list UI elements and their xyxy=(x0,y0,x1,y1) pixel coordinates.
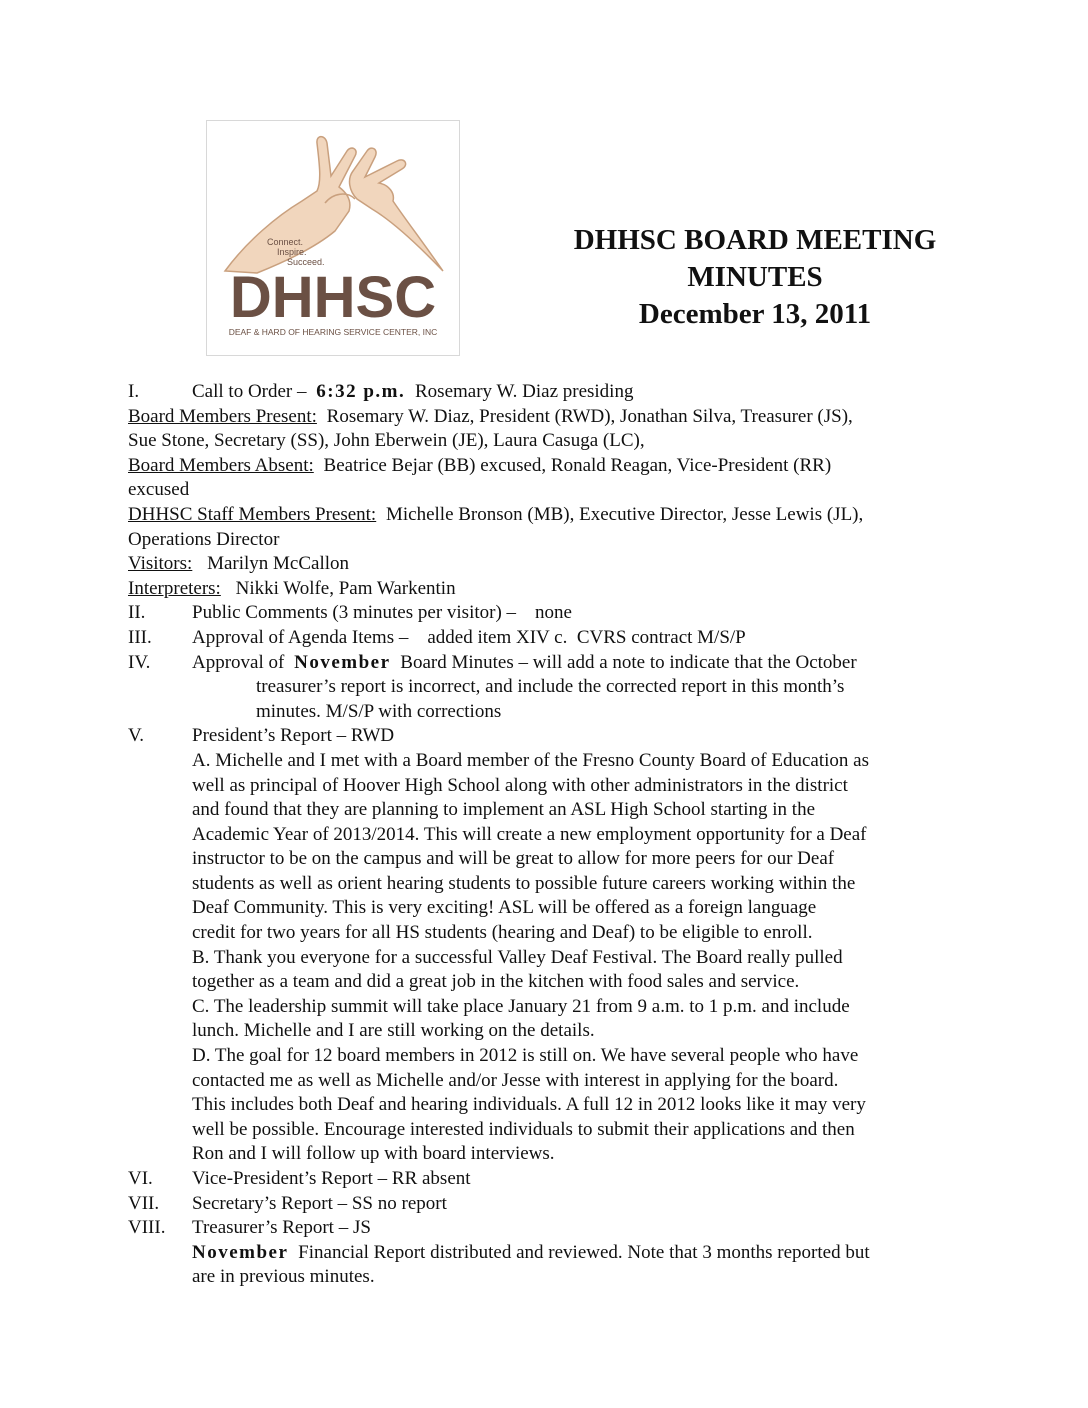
item-public-comments xyxy=(128,601,978,626)
staff-present-label: DHHSC Staff Members Present: xyxy=(128,503,377,525)
item-text-month: November xyxy=(294,651,391,673)
interpreters xyxy=(128,577,978,602)
visitors-label: Visitors: xyxy=(128,553,193,575)
paragraph-line: instructor to be on the campus and will be great to allow for more peers for our Deaf xyxy=(192,848,835,870)
call-to-order-presiding: Rosemary W. Diaz presiding xyxy=(415,381,634,402)
treasurer-report-text: Financial Report distributed and reviewed. Note that 3 months reported but xyxy=(298,1241,870,1263)
logo-graphic xyxy=(207,121,459,355)
item-agenda-approval xyxy=(128,626,978,651)
tagline-succeed: Succeed. xyxy=(287,257,325,267)
item-call-to-order xyxy=(128,380,978,405)
item-text: Secretary’s Report – SS no report xyxy=(192,1192,447,1214)
item-president-report xyxy=(128,724,978,749)
paragraph-line: Academic Year of 2013/2014. This will create a new employment opportunity for a Deaf xyxy=(192,823,867,845)
board-present xyxy=(128,405,978,430)
board-absent-label: Board Members Absent: xyxy=(128,454,314,476)
staff-present-line-1: Michelle Bronson (MB), Executive Director, Jesse Lewis (JL), xyxy=(385,503,864,525)
item-treasurer-report xyxy=(128,1216,978,1241)
board-absent-line-2: excused xyxy=(128,479,190,501)
interpreters-label: Interpreters: xyxy=(128,577,221,599)
title-line-1: DHHSC BOARD MEETING xyxy=(573,224,937,256)
item-minutes-approval-line-2: treasurer’s report is incorrect, and include the corrected report in this month’s xyxy=(256,676,845,698)
board-absent-line-1: Beatrice Bejar (BB) excused, Ronald Reagan, Vice-President (RR) xyxy=(323,454,832,476)
treasurer-report-line-1 xyxy=(128,1241,978,1266)
call-to-order-time: 6:32 p.m. xyxy=(316,381,406,402)
signing-hands-icon xyxy=(225,137,443,273)
item-vice-president-report xyxy=(128,1167,978,1192)
item-number: II. xyxy=(128,602,146,624)
board-absent xyxy=(128,454,978,479)
item-text: President’s Report – RWD xyxy=(192,725,395,747)
treasurer-report-month: November xyxy=(192,1241,289,1263)
item-minutes-approval-line-3: minutes. M/S/P with corrections xyxy=(256,700,502,722)
item-secretary-report xyxy=(128,1192,978,1217)
paragraph-line: well be possible. Encourage interested individuals to submit their applications and then xyxy=(192,1118,855,1140)
paragraph-line: together as a team and did a great job in the kitchen with food sales and service. xyxy=(192,971,800,993)
paragraph-line: B. Thank you everyone for a successful Valley Deaf Festival. The Board really pulled xyxy=(192,946,843,968)
visitors xyxy=(128,552,978,577)
item-number: VIII. xyxy=(128,1217,166,1239)
paragraph-line: lunch. Michelle and I are still working on the details. xyxy=(192,1020,595,1042)
call-to-order-label: Call to Order – xyxy=(192,381,307,402)
item-text: Public Comments (3 minutes per visitor) – none xyxy=(192,602,572,624)
item-text: Vice-President’s Report – RR absent xyxy=(192,1168,471,1189)
tagline-inspire: Inspire. xyxy=(277,247,307,257)
staff-present xyxy=(128,503,978,528)
item-number: VI. xyxy=(128,1168,153,1189)
dhhsc-logo xyxy=(206,120,460,356)
title-date: December 13, 2011 xyxy=(638,298,872,330)
board-present-line-1: Rosemary W. Diaz, President (RWD), Jonathan Silva, Treasurer (JS), xyxy=(326,405,853,427)
visitors-value: Marilyn McCallon xyxy=(207,553,350,575)
item-text: Approval of Agenda Items – added item XIV c. CVRS contract M/S/P xyxy=(192,626,746,648)
paragraph-line: C. The leadership summit will take place January 21 from 9 a.m. to 1 p.m. and include xyxy=(192,995,850,1017)
item-number: V. xyxy=(128,725,145,747)
treasurer-report-line-2: are in previous minutes. xyxy=(192,1266,375,1288)
paragraph-line: well as principal of Hoover High School along with other administrators in the district xyxy=(192,774,848,796)
paragraph-line: A. Michelle and I met with a Board member of the Fresno County Board of Education as xyxy=(192,749,869,771)
interpreters-value: Nikki Wolfe, Pam Warkentin xyxy=(235,577,456,599)
item-number: VII. xyxy=(128,1192,160,1214)
item-minutes-approval xyxy=(128,651,978,676)
item-number: I. xyxy=(128,381,140,402)
paragraph-line: D. The goal for 12 board members in 2012 is still on. We have several people who have xyxy=(192,1045,859,1067)
right-hand-icon xyxy=(350,148,443,271)
item-text-post: Board Minutes – will add a note to indicate that the October xyxy=(400,651,857,673)
title-line-2: MINUTES xyxy=(687,261,823,293)
paragraph-line: students as well as orient hearing students to possible future careers working within the xyxy=(192,872,856,894)
item-text-pre: Approval of xyxy=(192,651,285,673)
logo-org-name: DEAF & HARD OF HEARING SERVICE CENTER, INC xyxy=(228,327,438,337)
minutes-body xyxy=(128,380,978,1290)
paragraph-line: This includes both Deaf and hearing individuals. A full 12 in 2012 looks like it may very xyxy=(192,1094,866,1116)
document-title xyxy=(520,222,990,333)
tagline-connect: Connect. xyxy=(267,237,304,247)
item-number: IV. xyxy=(128,651,151,673)
paragraph-line: and found that they are planning to implement an ASL High School starting in the xyxy=(192,799,816,821)
item-number: III. xyxy=(128,626,152,648)
paragraph-line: Ron and I will follow up with board interviews. xyxy=(192,1143,555,1165)
board-present-line-2: Sue Stone, Secretary (SS), John Eberwein (JE), Laura Casuga (LC), xyxy=(128,430,645,452)
staff-present-line-2: Operations Director xyxy=(128,528,280,550)
logo-wordmark: DHHSC xyxy=(229,265,437,330)
board-present-label: Board Members Present: xyxy=(128,405,317,427)
paragraph-line: Deaf Community. This is very exciting! ASL will be offered as a foreign language xyxy=(192,897,817,919)
paragraph-line: credit for two years for all HS students (hearing and Deaf) to be eligible to enroll. xyxy=(192,922,813,944)
paragraph-line: contacted me as well as Michelle and/or Jesse with interest in applying for the board. xyxy=(192,1069,839,1091)
item-text: Treasurer’s Report – JS xyxy=(192,1217,371,1239)
